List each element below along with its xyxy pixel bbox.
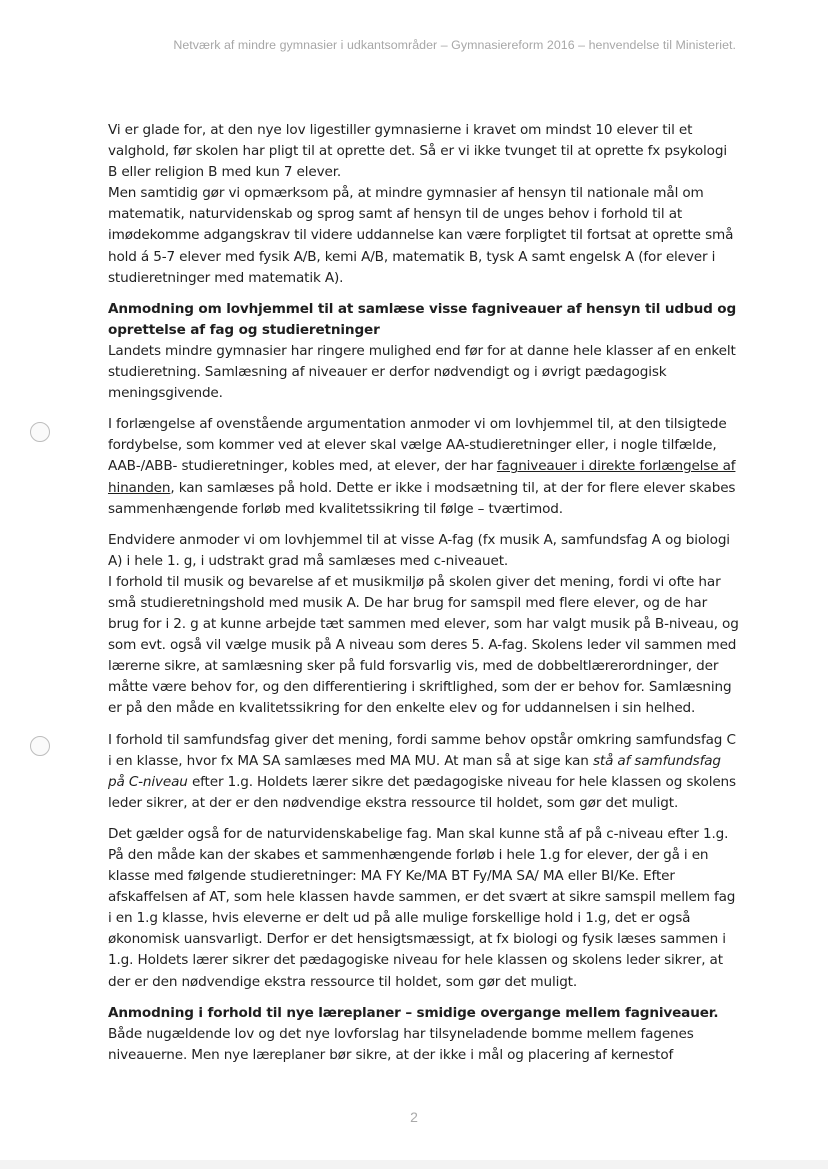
paragraph-ligestilling: Vi er glade for, at den nye lov ligestiller gymnasierne i kravet om mindst 10 elever til et valghold, før skolen har pligt til at oprette det. Så er vi ikke tvunget til at oprette fx psykologi B eller religion B med kun 7 elever. [108,122,727,181]
running-header: Netværk af mindre gymnasier i udkantsområder – Gymnasiereform 2016 – henvendelse til Ministeriet. [173,38,736,52]
paragraph-hele-klasser: Landets mindre gymnasier har ringere mulighed end før for at danne hele klasser af en enkelt studieretning. Samlæsning af niveauer er derfor nødvendigt og i øvrigt pædagogisk meningsgivende. [108,342,736,402]
paragraph-naturvidenskab: Det gælder også for de naturvidenskabelige fag. Man skal kunne stå af på c-niveau efter 1.g. På den måde kan der skabes et sammenhængende forløb i hele 1.g for elever, der gå i en klasse med følgende studieretninger: MA FY Ke/MA BT Fy/MA SA/ MA eller BI/Ke. Efter afskaffelsen af AT, som hele klassen havde sammen, er det svært at sikre samspil mellem fag i en 1.g klasse, hvis eleverne er delt ud på alle mulige forskellige hold i 1.g, det er også økonomisk uansvarligt. Derfor er det hensigtsmæssigt, at fx biologi og fysik læses sammen i 1.g. Holdets lærer sikrer det pædagogiske niveau for hele klassen og skolens leder sikrer, at der er den nødvendige ekstra ressource til holdet, som gør det muligt. [108,825,736,990]
paragraph-a-fag: Endvidere anmoder vi om lovhjemmel til at visse A-fag (fx musik A, samfundsfag A og biologi A) i hele 1. g, i udstrakt grad må samlæses med c-niveauet. [108,531,730,569]
paragraph-bomme: Både nugældende lov og det nye lovforslag har tilsyneladende bomme mellem fagenes niveauerne. Men nye læreplaner bør sikre, at der ikke i mål og placering af kernestof [108,1025,694,1063]
underlined-phrase: fagniveauer i direkte forlængelse af hinanden [108,458,736,496]
paragraph-fordybelse [108,414,740,519]
document-body [108,120,740,1066]
paragraph-samfundsfag [108,730,740,814]
page-number: 2 [410,1109,418,1125]
italic-phrase: stå af samfundsfag på C-niveau [108,752,721,790]
heading-laereplaner: Anmodning i forhold til nye læreplaner – smidige overgange mellem fagniveauer. [108,1004,719,1021]
paragraph-musik: I forhold til musik og bevarelse af et musikmiljø på skolen giver det mening, fordi vi ofte har små studieretningshold med musik A. De har brug for samspil med flere elever, og de har brug for i 2. g at kunne arbejde tæt sammen med elever, som har valgt musik på B-niveau, og som evt. også vil vælge musik på A niveau som deres 5. A-fag. Skolens leder vil sammen med lærerne sikre, at samlæsning sker på fuld forsvarlig vis, med de dobbeltlærerordninger, der måtte være behov for, og den differentiering i skriftlighed, som der er behov for. Samlæsning er på den måde en kvalitetssikring for den enkelte elev og for uddannelsen i sin helhed. [108,573,739,717]
heading-lovhjemmel-samlaesning: Anmodning om lovhjemmel til at samlæse visse fagniveauer af hensyn til udbud og oprettelse af fag og studieretninger [108,300,737,338]
margin-hole-punch-top [30,422,50,442]
paragraph-fordybelse-end: , kan samlæses på hold. Dette er ikke i modsætning til, at der for flere elever skabes sammenhængende forløb med kvalitetssikring til følge – tværtimod. [108,479,736,517]
margin-hole-punch-bottom [30,736,50,756]
paragraph-fordybelse-start: I forlængelse af ovenstående argumentation anmoder vi om lovhjemmel til, at den tilsigtede fordybelse, som kommer ved at elever skal vælge AA-studieretninger eller, i nogle tilfælde, AAB-/ABB- studieretninger, kobles med, at elever, der har [108,416,727,475]
paragraph-samfundsfag-end: efter 1.g. Holdets lærer sikre det pædagogiske niveau for hele klassen og skolens leder sikrer, at der er den nødvendige ekstra ressource til holdet, som gør det muligt. [108,773,736,811]
paragraph-samfundsfag-start: I forhold til samfundsfag giver det mening, fordi samme behov opstår omkring samfundsfag C i en klasse, hvor fx MA SA samlæses med MA MU. At man så at sige kan [108,731,736,769]
paragraph-smaa-hold: Men samtidig gør vi opmærksom på, at mindre gymnasier af hensyn til nationale mål om matematik, naturvidenskab og sprog samt af hensyn til de unges behov i forhold til at imødekomme adgangskrav til videre uddannelse kan være forpligtet til fortsat at oprette små hold á 5-7 elever med fysik A/B, kemi A/B, matematik B, tysk A samt engelsk A (for elever i studieretninger med matematik A). [108,185,734,286]
